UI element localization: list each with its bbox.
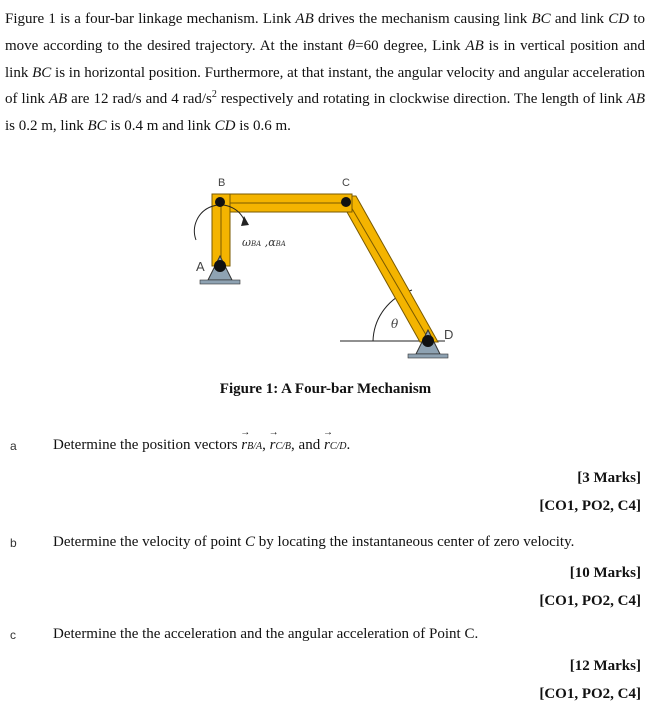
pin-a: [214, 260, 226, 272]
question-b-co: [CO1, PO2, C4]: [539, 593, 641, 609]
question-c-marks: [12 Marks]: [569, 658, 641, 674]
support-a-base: [200, 280, 240, 284]
question-a-co: [CO1, PO2, C4]: [539, 498, 641, 514]
omega-arrowhead: [241, 216, 249, 226]
pin-d: [422, 335, 434, 347]
omega-alpha-label: ωBA ,αBA: [242, 236, 286, 249]
question-b-marks: [10 Marks]: [569, 565, 641, 581]
label-theta: θ: [391, 317, 399, 331]
question-c-letter: c: [10, 628, 16, 642]
pin-b: [215, 197, 225, 207]
four-bar-mechanism-figure: [190, 170, 460, 360]
question-c-co: [CO1, PO2, C4]: [539, 686, 641, 702]
figure-caption: Figure 1: A Four-bar Mechanism: [219, 381, 432, 397]
question-a-marks: [3 Marks]: [577, 470, 641, 486]
label-d: D: [444, 327, 454, 342]
question-b-letter: b: [10, 536, 17, 550]
question-a-text: Determine the position vectors → rB/A, → rC/B, and → rC/D.: [53, 437, 350, 454]
label-b: B: [218, 177, 226, 189]
question-b-text: Determine the velocity of point C by locating the instantaneous center of zero velocity.: [53, 534, 575, 550]
link-cd: [338, 196, 438, 342]
label-c: C: [342, 177, 350, 189]
problem-statement: Figure 1 is a four-bar linkage mechanism. Link AB drives the mechanism causing link BC and link CD to move according to the desired trajectory. At the instant θ=60 degree, Link AB is in vertical position and link BC is in horizontal position. Furthermore, at that instant, the angular velocity and angular acceleration of link AB are 12 rad/s and 4 rad/$s^2$ respectively and rotating in clockwise direction. The length of link AB is 0.2 m, link BC is 0.4 m and link CD is 0.6 m.: [5, 11, 646, 135]
question-a-letter: a: [10, 439, 17, 453]
pin-c: [341, 197, 351, 207]
support-d-base: [408, 354, 448, 358]
question-c-text: Determine the the acceleration and the angular acceleration of Point C.: [53, 626, 479, 642]
label-a: A: [196, 259, 205, 274]
